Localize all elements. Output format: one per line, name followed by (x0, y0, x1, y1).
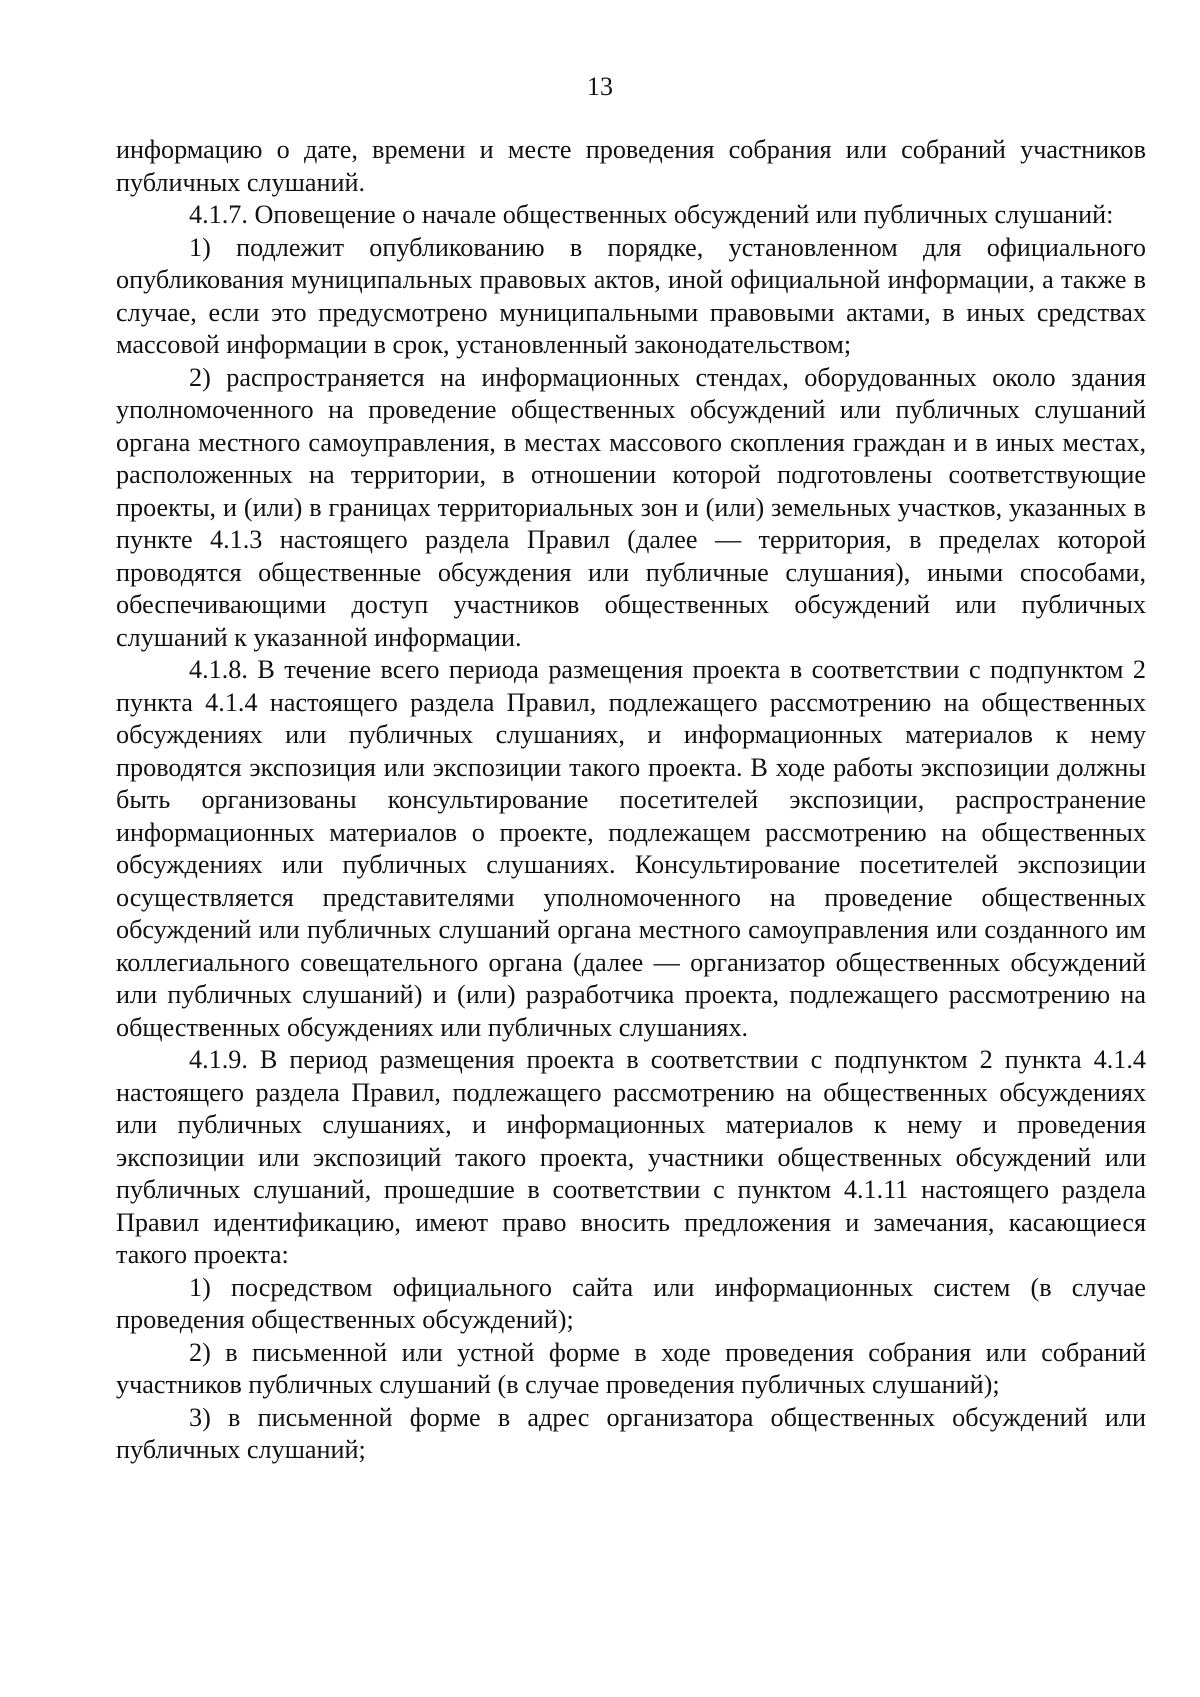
paragraph-4-1-9-item-3: 3) в письменной форме в адрес организатора общественных обсуждений или публичных слушаний; (116, 1402, 1146, 1464)
paragraph-4-1-9: 4.1.9. В период размещения проекта в соответствии с подпунктом 2 пункта 4.1.4 настоящего раздела Правил, подлежащего рассмотрению на общественных обсуждениях или публичных слушаниях, и информационных материалов к нему и проведения экспозиции или экспозиций такого проекта, участники общественных обсуждений или публичных слушаний, прошедшие в соответствии с пунктом 4.1.11 настоящего раздела Правил идентификацию, имеют право вносить предложения и замечания, касающиеся такого проекта: (116, 1045, 1146, 1269)
paragraph-4-1-8: 4.1.8. В течение всего периода размещения проекта в соответствии с подпунктом 2 пункта 4.1.4 настоящего раздела Правил, подлежащего рассмотрению на общественных обсуждениях или публичных слушаниях, и информационных материалов к нему проводятся экспозиция или экспозиции такого проекта. В ходе работы экспозиции должны быть организованы консультирование посетителей экспозиции, распространение информационных материалов о проекте, подлежащем рассмотрению на общественных обсуждениях или публичных слушаниях. Консультирование посетителей экспозиции осуществляется представителями уполномоченного на проведение общественных обсуждений или публичных слушаний органа местного самоуправления или созданного им коллегиального совещательного органа (далее — организатор общественных обсуждений или публичных слушаний) и (или) разработчика проекта, подлежащего рассмотрению на общественных обсуждениях или публичных слушаниях. (116, 655, 1146, 1042)
paragraph-4-1-7-item-1: 1) подлежит опубликованию в порядке, установленном для официального опубликования муниципальных правовых актов, иной официальной информации, а также в случае, если это предусмотрено муниципальными правовыми актами, в иных средствах массовой информации в срок, установленный законодательством; (116, 232, 1146, 359)
document-body (116, 134, 1146, 1467)
paragraph-4-1-7-item-2: 2) распространяется на информационных стендах, оборудованных около здания уполномоченного на проведение общественных обсуждений или публичных слушаний органа местного самоуправления, в местах массового скопления граждан и в иных местах, расположенных на территории, в отношении которой подготовлены соответствующие проекты, и (или) в границах территориальных зон и (или) земельных участков, указанных в пункте 4.1.3 настоящего раздела Правил (далее — территория, в пределах которой проводятся общественные обсуждения или публичные слушания), иными способами, обеспечивающими доступ участников общественных обсуждений или публичных слушаний к указанной информации. (116, 362, 1146, 652)
paragraph-4-1-9-item-2: 2) в письменной или устной форме в ходе проведения собрания или собраний участников публичных слушаний (в случае проведения публичных слушаний); (116, 1337, 1146, 1399)
page-number: 13 (587, 72, 613, 101)
paragraph-4-1-7: 4.1.7. Оповещение о начале общественных обсуждений или публичных слушаний: (189, 200, 1114, 229)
paragraph-4-1-9-item-1: 1) посредством официального сайта или информационных систем (в случае проведения общественных обсуждений); (116, 1272, 1146, 1334)
paragraph-continuation: информацию о дате, времени и месте проведения собрания или собраний участников публичных слушаний. (116, 135, 1146, 197)
